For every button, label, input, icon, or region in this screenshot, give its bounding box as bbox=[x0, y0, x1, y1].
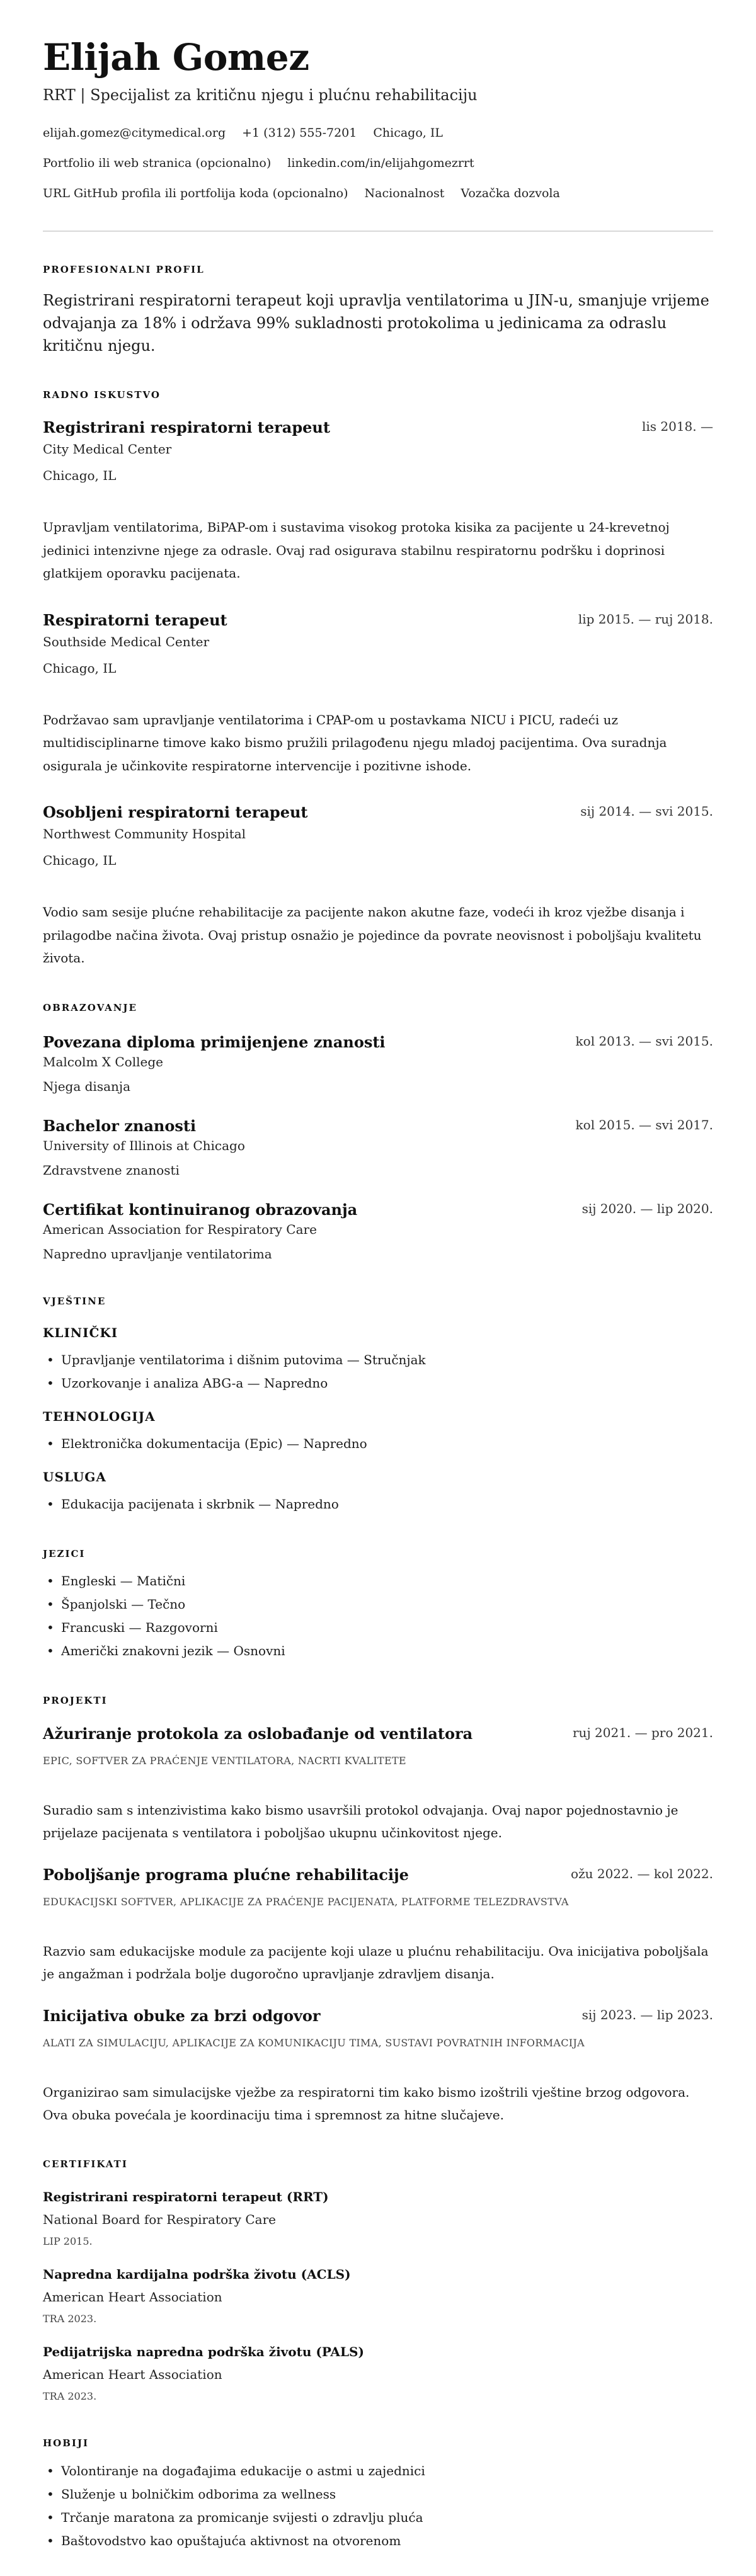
entry-header bbox=[43, 2006, 713, 2026]
job-description: Podržavao sam upravljanje ventilatorima i CPAP-om u postavkama NICU i PICU, radeći uz multidisciplinarne timove kako bismo pružili prilagođenu njegu mladoj pacijentima. Ova suradnja osigurala je učinkovite respiratorne intervencije i pozitivne ishode. bbox=[43, 712, 667, 773]
linkedin-link[interactable]: linkedin.com/in/elijahgomezrrt bbox=[287, 156, 474, 170]
languages-section bbox=[43, 1547, 713, 1663]
education-section bbox=[43, 1001, 713, 1263]
certificate-entry bbox=[43, 2342, 713, 2404]
entry-title: Inicijativa obuke za brzi odgovor bbox=[43, 2006, 321, 2025]
job-description: Vodio sam sesije plućne rehabilitacije za pacijente nakon akutne faze, vodeći ih kroz vježbe disanja i prilagodbe načina života. Ovaj pristup osnažio je pojedince da povrate neovisnost i poboljšaju kvalitetu života. bbox=[43, 904, 702, 966]
contact-row bbox=[43, 154, 713, 173]
institution: Malcolm X College bbox=[43, 1054, 163, 1069]
section-heading: PROFESIONALNI PROFIL bbox=[43, 264, 205, 275]
entry-date: lis 2018. — bbox=[641, 419, 713, 434]
section-heading: HOBIJI bbox=[43, 2437, 89, 2449]
skill-group-heading: USLUGA bbox=[43, 1469, 106, 1485]
hobby-item: • Baštovodstvo kao opuštajuća aktivnost na otvorenom bbox=[43, 2529, 713, 2553]
entry-title: Respiratorni terapeut bbox=[43, 610, 227, 629]
institution: University of Illinois at Chicago bbox=[43, 1137, 245, 1153]
certificate-issuer: National Board for Respiratory Care bbox=[43, 2211, 276, 2227]
hobby-item: • Volontiranje na događajima edukacije o astmi u zajednici bbox=[43, 2459, 713, 2483]
skill-item: • Elektronička dokumentacija (Epic) — Napredno bbox=[43, 1432, 713, 1456]
job-location: Chicago, IL bbox=[43, 660, 117, 676]
company-name: Northwest Community Hospital bbox=[43, 826, 246, 841]
entry-header bbox=[43, 418, 713, 438]
project-entry bbox=[43, 1724, 713, 1844]
hobbies-section bbox=[43, 2437, 713, 2553]
section-heading: JEZICI bbox=[43, 1547, 86, 1559]
language-item: • Američki znakovni jezik — Osnovni bbox=[43, 1639, 713, 1663]
entry-date: kol 2015. — svi 2017. bbox=[575, 1117, 713, 1132]
entry-date: lip 2015. — ruj 2018. bbox=[578, 611, 713, 627]
certificate-entry bbox=[43, 2187, 713, 2249]
phone: +1 (312) 555-7201 bbox=[242, 126, 357, 140]
section-heading: RADNO ISKUSTVO bbox=[43, 389, 161, 401]
education-entry bbox=[43, 1200, 713, 1263]
projects-section bbox=[43, 1694, 713, 2126]
profile-text: Registrirani respiratorni terapeut koji upravlja ventilatorima u JIN-u, smanjuje vrijeme odvajanja za 18% i održava 99% sukladnosti protokolima u jedinicama za odraslu kritičnu njegu. bbox=[43, 292, 709, 355]
field-of-study: Njega disanja bbox=[43, 1078, 131, 1094]
entry-title: Poboljšanje programa plućne rehabilitacije bbox=[43, 1865, 409, 1884]
candidate-subtitle: RRT | Specijalist za kritičnu njegu i plućnu rehabilitaciju bbox=[43, 86, 478, 104]
skill-group-heading: KLINIČKI bbox=[43, 1325, 118, 1340]
skill-group-heading: TEHNOLOGIJA bbox=[43, 1408, 156, 1424]
entry-title: Povezana diploma primijenjene znanosti bbox=[43, 1032, 386, 1051]
email[interactable]: elijah.gomez@citymedical.org bbox=[43, 126, 226, 140]
education-entry bbox=[43, 1116, 713, 1180]
job-entry bbox=[43, 418, 713, 585]
certificate-title: Registrirani respiratorni terapeut (RRT) bbox=[43, 2189, 329, 2204]
entry-header bbox=[43, 1724, 713, 1744]
project-description: Organizirao sam simulacijske vježbe za respiratorni tim kako bismo izoštrili vještine brzog odgovora. Ova obuka povećala je koordinaciju tima i spremnost za hitne slučajeve. bbox=[43, 2084, 690, 2123]
skill-list bbox=[43, 1493, 713, 1516]
entry-title: Ažuriranje protokola za oslobađanje od ventilatora bbox=[43, 1724, 473, 1743]
languages-list bbox=[43, 1570, 713, 1663]
resume-header bbox=[43, 35, 713, 203]
project-entry bbox=[43, 2006, 713, 2126]
entry-header bbox=[43, 1200, 713, 1220]
portfolio-link[interactable]: Portfolio ili web stranica (opcionalno) bbox=[43, 156, 272, 170]
hobby-item: • Služenje u bolničkim odborima za wellness bbox=[43, 2483, 713, 2506]
contact-row bbox=[43, 123, 713, 142]
header-divider bbox=[43, 231, 713, 232]
contact-row bbox=[43, 184, 713, 203]
entry-date: sij 2023. — lip 2023. bbox=[581, 2007, 713, 2022]
certificate-date: LIP 2015. bbox=[43, 2235, 93, 2247]
nationality: Nacionalnost bbox=[364, 186, 445, 200]
experience-section bbox=[43, 389, 713, 970]
entry-date: sij 2014. — svi 2015. bbox=[580, 804, 713, 819]
certificate-title: Pedijatrijska napredna podrška životu (PALS) bbox=[43, 2344, 364, 2359]
certificate-entry bbox=[43, 2265, 713, 2327]
location: Chicago, IL bbox=[373, 126, 443, 140]
job-entry bbox=[43, 802, 713, 970]
skill-item: • Upravljanje ventilatorima i dišnim putovima — Stručnjak bbox=[43, 1348, 713, 1372]
language-item: • Engleski — Matični bbox=[43, 1570, 713, 1593]
entry-title: Registrirani respiratorni terapeut bbox=[43, 418, 330, 436]
hobby-item: • Trčanje maratona za promicanje svijesti o zdravlju pluća bbox=[43, 2506, 713, 2529]
github-link[interactable]: URL GitHub profila ili portfolija koda (opcionalno) bbox=[43, 186, 348, 200]
entry-date: ožu 2022. — kol 2022. bbox=[571, 1866, 713, 1881]
profile-section bbox=[43, 263, 713, 357]
company-name: Southside Medical Center bbox=[43, 634, 210, 649]
language-item: • Francuski — Razgovorni bbox=[43, 1616, 713, 1639]
job-location: Chicago, IL bbox=[43, 468, 117, 483]
project-tags: EDUKACIJSKI SOFTVER, APLIKACIJE ZA PRAĆENJE PACIJENATA, PLATFORME TELEZDRAVSTVA bbox=[43, 1895, 569, 1908]
job-entry bbox=[43, 610, 713, 778]
candidate-name: Elijah Gomez bbox=[43, 36, 309, 79]
project-tags: ALATI ZA SIMULACIJU, APLIKACIJE ZA KOMUNIKACIJU TIMA, SUSTAVI POVRATNIH INFORMACIJA bbox=[43, 2036, 585, 2049]
field-of-study: Zdravstvene znanosti bbox=[43, 1162, 180, 1178]
entry-header bbox=[43, 802, 713, 823]
certificate-title: Napredna kardijalna podrška životu (ACLS) bbox=[43, 2266, 351, 2282]
job-location: Chicago, IL bbox=[43, 853, 117, 868]
section-heading: PROJEKTI bbox=[43, 1694, 108, 1706]
section-heading: OBRAZOVANJE bbox=[43, 1001, 137, 1013]
entry-title: Osobljeni respiratorni terapeut bbox=[43, 803, 308, 821]
entry-title: Certifikat kontinuiranog obrazovanja bbox=[43, 1200, 358, 1219]
entry-title: Bachelor znanosti bbox=[43, 1116, 197, 1135]
entry-date: sij 2020. — lip 2020. bbox=[581, 1200, 713, 1216]
language-item: • Španjolski — Tečno bbox=[43, 1593, 713, 1616]
project-description: Razvio sam edukacijske module za pacijente koji ulaze u plućnu rehabilitaciju. Ova inicijativa poboljšala je angažman i podržala bolje dugoročno upravljanje zdravljem disanja. bbox=[43, 1943, 709, 1981]
section-heading: VJEŠTINE bbox=[43, 1295, 106, 1307]
certificate-date: TRA 2023. bbox=[43, 2390, 97, 2402]
skill-item: • Edukacija pacijenata i skrbnik — Napredno bbox=[43, 1493, 713, 1516]
certificate-issuer: American Heart Association bbox=[43, 2366, 222, 2382]
entry-header bbox=[43, 1865, 713, 1885]
drivers-license: Vozačka dozvola bbox=[461, 186, 560, 200]
entry-date: kol 2013. — svi 2015. bbox=[575, 1033, 713, 1049]
entry-header bbox=[43, 610, 713, 630]
certificate-date: TRA 2023. bbox=[43, 2312, 97, 2325]
project-tags: EPIC, SOFTVER ZA PRAĆENJE VENTILATORA, NACRTI KVALITETE bbox=[43, 1754, 406, 1767]
entry-header bbox=[43, 1116, 713, 1136]
entry-date: ruj 2021. — pro 2021. bbox=[573, 1724, 713, 1740]
company-name: City Medical Center bbox=[43, 442, 172, 457]
project-description: Suradio sam s intenzivistima kako bismo usavršili protokol odvajanja. Ovaj napor pojednostavnio je prijelaze pacijenata s ventilatora i poboljšao ukupnu učinkovitost njege. bbox=[43, 1802, 679, 1840]
skill-list bbox=[43, 1348, 713, 1395]
hobbies-list bbox=[43, 2459, 713, 2553]
certificate-issuer: American Heart Association bbox=[43, 2289, 222, 2305]
institution: American Association for Respiratory Care bbox=[43, 1221, 317, 1237]
skills-section bbox=[43, 1295, 713, 1516]
project-entry bbox=[43, 1865, 713, 1985]
education-entry bbox=[43, 1032, 713, 1096]
skill-item: • Uzorkovanje i analiza ABG-a — Napredno bbox=[43, 1372, 713, 1395]
section-heading: CERTIFIKATI bbox=[43, 2158, 128, 2170]
entry-header bbox=[43, 1032, 713, 1052]
certificates-section bbox=[43, 2158, 713, 2404]
field-of-study: Napredno upravljanje ventilatorima bbox=[43, 1246, 272, 1262]
job-description: Upravljam ventilatorima, BiPAP-om i sustavima visokog protoka kisika za pacijente u 24-krevetnoj jedinici intenzivne njege za odrasle. Ovaj rad osigurava stabilnu respiratornu podršku i doprinosi glatkijem oporavku pacijenata. bbox=[43, 520, 670, 581]
skill-list bbox=[43, 1432, 713, 1456]
